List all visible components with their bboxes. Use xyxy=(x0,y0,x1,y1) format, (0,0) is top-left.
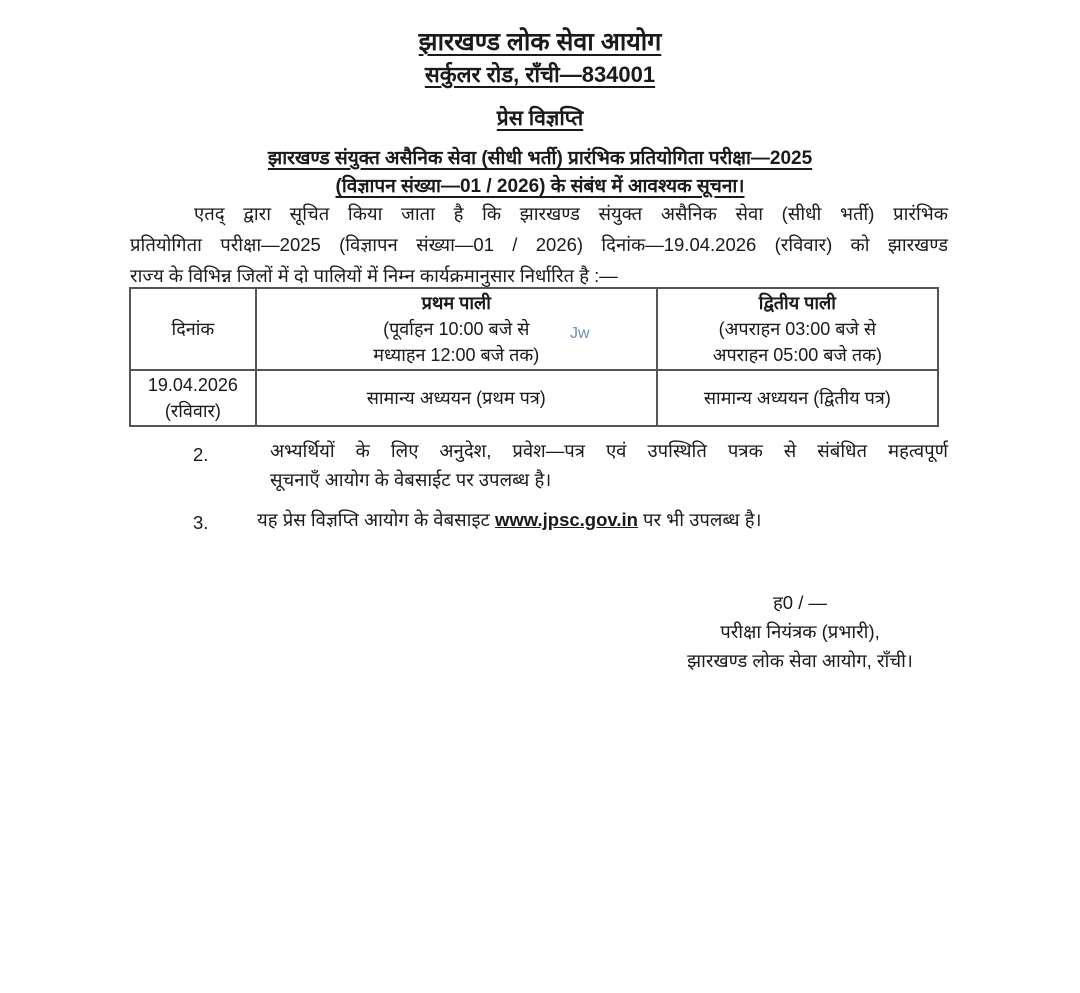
signatory-office: झारखण्ड लोक सेवा आयोग, राँची। xyxy=(687,650,913,671)
shift-1-time-end: मध्याहन 12:00 बजे तक) xyxy=(373,345,540,365)
point-3-text: यह प्रेस विज्ञप्ति आयोग के वेबसाइट www.jpsc.gov.in पर भी उपलब्ध है। xyxy=(257,509,762,530)
org-address: सर्कुलर रोड, राँची—834001 xyxy=(424,62,656,87)
header-shift-2 xyxy=(657,288,938,370)
row-date-cell xyxy=(130,370,256,426)
header-shift-1 xyxy=(256,288,657,370)
table-header-row xyxy=(130,288,938,370)
header-date: दिनांक xyxy=(130,288,256,370)
row-shift-2-paper: सामान्य अध्ययन (द्वितीय पत्र) xyxy=(657,370,938,426)
shift-2-title: द्वितीय पाली xyxy=(758,293,836,313)
intro-line-1: एतद् द्वारा सूचित किया जाता है कि झारखण्ड संयुक्त असैनिक सेवा (सीधी भर्ती) प्रारंभिक xyxy=(194,203,948,224)
intro-line-2: प्रतियोगिता परीक्षा—2025 (विज्ञापन संख्या—01 / 2026) दिनांक—19.04.2026 (रविवार) को झारखण्ड xyxy=(130,234,948,255)
point-3-number: 3. xyxy=(193,512,209,533)
shift-1-time-start: (पूर्वाहन 10:00 बजे से xyxy=(383,319,530,339)
subject-line-1: झारखण्ड संयुक्त असैनिक सेवा (सीधी भर्ती) प्रारंभिक प्रतियोगिता परीक्षा—2025 xyxy=(267,148,813,169)
website-link[interactable]: www.jpsc.gov.in xyxy=(495,509,638,530)
table-row xyxy=(130,370,938,426)
intro-paragraph xyxy=(130,198,948,291)
point-2-text: अभ्यर्थियों के लिए अनुदेश, प्रवेश—पत्र एवं उपस्थिति पत्रक से संबंधित महत्वपूर्ण सूचनाएँ आयोग के वेबसाईट पर उपलब्ध है। xyxy=(270,440,948,490)
point-2-number: 2. xyxy=(193,444,209,465)
signatory-designation: परीक्षा नियंत्रक (प्रभारी), xyxy=(720,621,880,642)
intro-line-3: राज्य के विभिन्न जिलों में दो पालियों में निम्न कार्यक्रमानुसार निर्धारित है :— xyxy=(130,265,618,286)
row-date: 19.04.2026 xyxy=(147,375,238,395)
row-day: (रविवार) xyxy=(164,401,221,421)
doc-type-heading: प्रेस विज्ञप्ति xyxy=(496,107,584,130)
exam-schedule-table xyxy=(129,287,939,427)
shift-2-time-start: (अपराहन 03:00 बजे से xyxy=(718,319,877,339)
subject-line-2: (विज्ञापन संख्या—01 / 2026) के संबंध में आवश्यक सूचना। xyxy=(335,176,745,197)
shift-2-time-end: अपराहन 05:00 बजे तक) xyxy=(712,345,882,365)
signature-block xyxy=(640,588,960,675)
org-name: झारखण्ड लोक सेवा आयोग xyxy=(418,28,662,56)
watermark: Jw xyxy=(570,325,590,342)
signature-mark: ह0 / — xyxy=(772,592,828,613)
shift-1-title: प्रथम पाली xyxy=(421,293,491,313)
row-shift-1-paper: सामान्य अध्ययन (प्रथम पत्र) xyxy=(256,370,657,426)
